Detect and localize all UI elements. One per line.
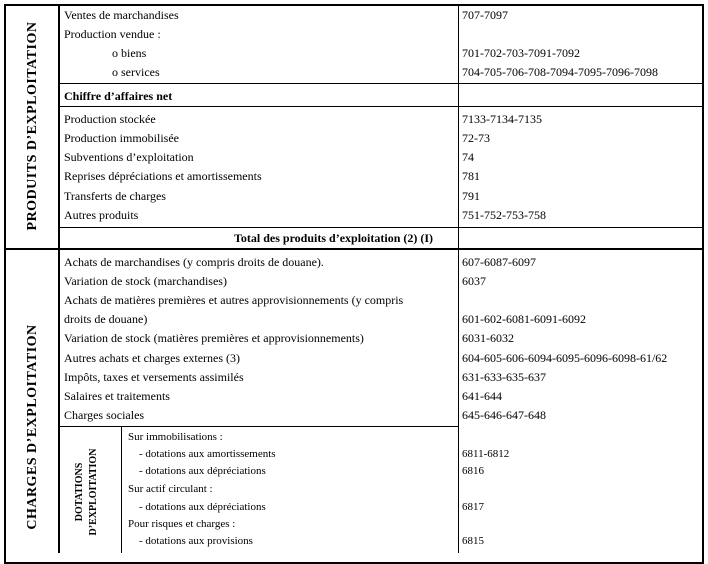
row-code: 701-702-703-7091-7092 bbox=[462, 46, 580, 60]
dotation-code: 6816 bbox=[462, 465, 484, 477]
ca-bottom-rule bbox=[58, 106, 704, 107]
dotation-label: - dotations aux provisions bbox=[139, 535, 253, 547]
charges-section-label: CHARGES D’EXPLOITATION bbox=[25, 324, 40, 530]
row-label: o services bbox=[112, 65, 160, 79]
row-label: Variation de stock (marchandises) bbox=[64, 274, 227, 288]
row-label: Salaires et traitements bbox=[64, 389, 170, 403]
dotations-label-1: DOTATIONS bbox=[74, 462, 85, 522]
dotation-code: 6811-6812 bbox=[462, 448, 510, 460]
dotations-divider bbox=[121, 426, 122, 553]
row-label: Transferts de charges bbox=[64, 189, 166, 203]
row-code: 781 bbox=[462, 169, 480, 183]
dotation-code: 6817 bbox=[462, 501, 484, 513]
row-label: Autres produits bbox=[64, 208, 139, 222]
section-rule bbox=[4, 248, 704, 250]
row-code: 641-644 bbox=[462, 389, 502, 403]
row-code: 7133-7134-7135 bbox=[462, 112, 542, 126]
row-code: 631-633-635-637 bbox=[462, 370, 546, 384]
row-code: 6037 bbox=[462, 274, 486, 288]
total-label: Total des produits d’exploitation (2) (I) bbox=[234, 231, 434, 245]
dotation-label: - dotations aux dépréciations bbox=[139, 501, 266, 513]
row-label: Charges sociales bbox=[64, 408, 145, 422]
row-code: 707-7097 bbox=[462, 8, 508, 22]
dotations-label-2: D’EXPLOITATION bbox=[88, 448, 99, 536]
row-label: Production stockée bbox=[64, 112, 156, 126]
row-code: 604-605-606-6094-6095-6096-6098-61/62 bbox=[462, 351, 668, 365]
produits-section-label: PRODUITS D’EXPLOITATION bbox=[25, 21, 40, 231]
dotation-label: - dotations aux dépréciations bbox=[139, 465, 266, 477]
row-label: Autres achats et charges externes (3) bbox=[64, 351, 241, 365]
ca-rule bbox=[58, 83, 704, 84]
dotations-rule bbox=[58, 426, 458, 427]
row-label: Ventes de marchandises bbox=[64, 8, 179, 22]
code-column-divider bbox=[458, 4, 459, 553]
ca-label: Chiffre d’affaires net bbox=[64, 89, 173, 103]
row-code: 72-73 bbox=[462, 131, 490, 145]
dotation-code: 6815 bbox=[462, 535, 484, 547]
row-label: Reprises dépréciations et amortissements bbox=[64, 169, 262, 183]
row-label: Production immobilisée bbox=[64, 131, 179, 145]
row-code: 751-752-753-758 bbox=[462, 208, 546, 222]
row-code: 74 bbox=[462, 150, 474, 164]
row-label: Subventions d’exploitation bbox=[64, 150, 194, 164]
row-label: Impôts, taxes et versements assimilés bbox=[64, 370, 244, 384]
row-label: Achats de matières premières et autres approvisionnements (y compris bbox=[64, 293, 404, 307]
row-label: Achats de marchandises (y compris droits de douane). bbox=[64, 255, 324, 269]
row-code: 6031-6032 bbox=[462, 331, 514, 345]
row-code: 607-6087-6097 bbox=[462, 255, 536, 269]
dotation-label: Sur immobilisations : bbox=[128, 431, 223, 443]
row-code: 704-705-706-708-7094-7095-7096-7098 bbox=[462, 65, 658, 79]
row-label: Variation de stock (matières premières et approvisionnements) bbox=[64, 331, 364, 345]
row-label: droits de douane) bbox=[64, 312, 148, 326]
row-code: 601-602-6081-6091-6092 bbox=[462, 312, 586, 326]
total-rule bbox=[58, 227, 704, 228]
dotation-label: Sur actif circulant : bbox=[128, 483, 213, 495]
dotation-label: Pour risques et charges : bbox=[128, 518, 236, 530]
row-code: 645-646-647-648 bbox=[462, 408, 546, 422]
row-label: o biens bbox=[112, 46, 147, 60]
dotation-label: - dotations aux amortissements bbox=[139, 448, 276, 460]
row-code: 791 bbox=[462, 189, 480, 203]
row-label: Production vendue : bbox=[64, 27, 161, 41]
section-divider bbox=[58, 4, 60, 553]
